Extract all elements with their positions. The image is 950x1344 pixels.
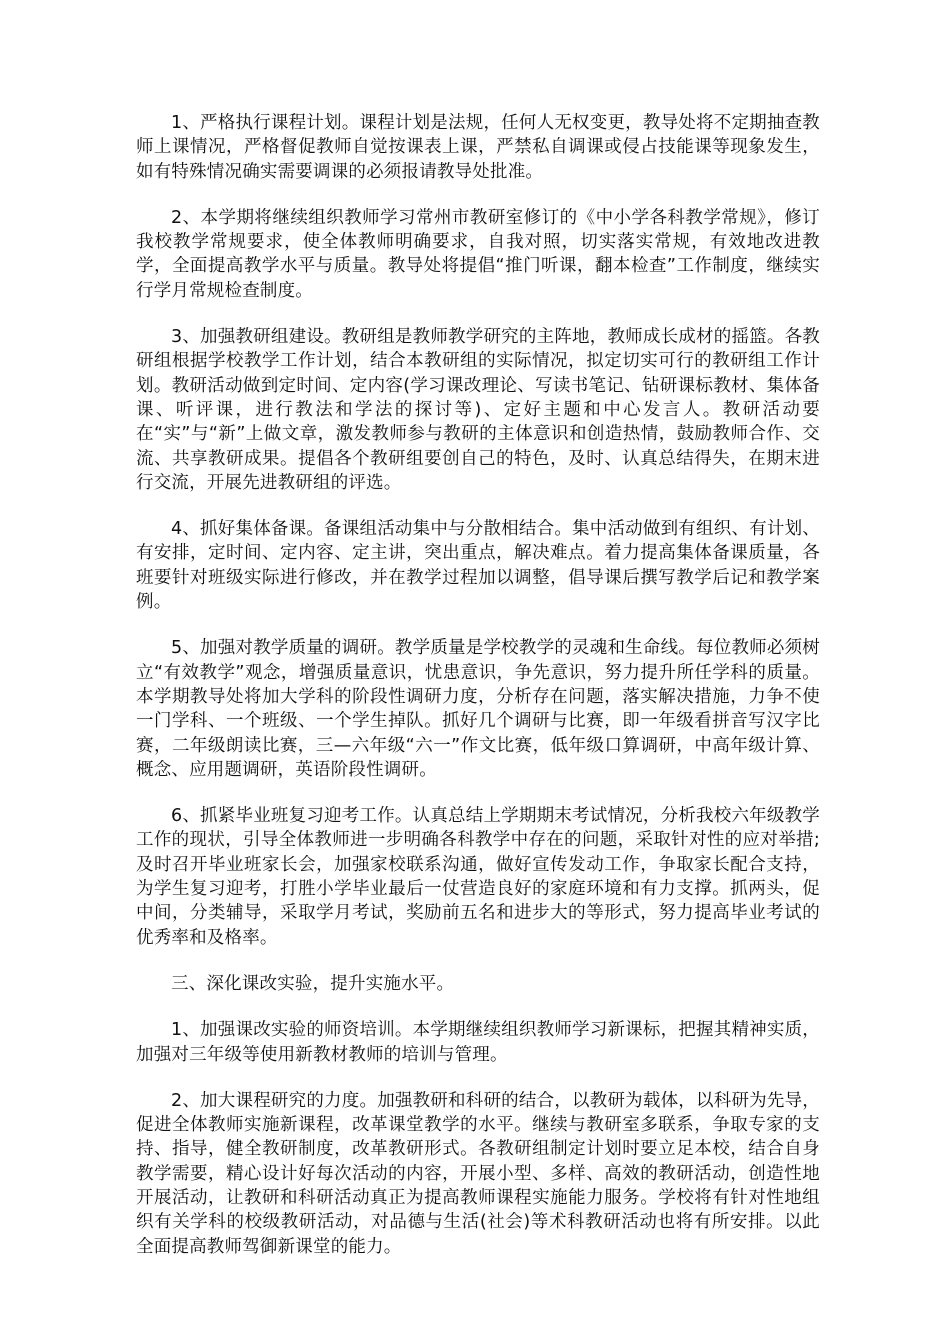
paragraph-4: 4、抓好集体备课。备课组活动集中与分散相结合。集中活动做到有组织、有计划、有安排，定时间、定内容、定主讲，突出重点，解决难点。着力提高集体备课质量，各班要针对班级实际进行修改，并在教学过程加以调整，倡导课后撰写教学后记和教学案例。 bbox=[136, 519, 820, 613]
paragraph-7: 1、加强课改实验的师资培训。本学期继续组织教师学习新课标，把握其精神实质，加强对三年级等使用新教材教师的培训与管理。 bbox=[136, 1020, 820, 1065]
paragraph-3: 3、加强教研组建设。教研组是教师教学研究的主阵地，教师成长成材的摇篮。各教研组根据学校教学工作计划，结合本教研组的实际情况，拟定切实可行的教研组工作计划。教研活动做到定时间、定内容(学习课改理论、写读书笔记、钻研课标教材、集体备课、听评课，进行教法和学法的探讨等)、定好主题和中心发言人。教研活动要在“实”与“新”上做文章，激发教师参与教研的主体意识和创造热情，鼓励教师合作、交流、共享教研成果。提倡各个教研组要创自己的特色，及时、认真总结得失，在期末进行交流，开展先进教研组的评选。 bbox=[136, 327, 820, 493]
paragraph-1: 1、严格执行课程计划。课程计划是法规，任何人无权变更，教导处将不定期抽查教师上课情况，严格督促教师自觉按课表上课，严禁私自调课或侵占技能课等现象发生，如有特殊情况确实需要调课的必须报请教导处批准。 bbox=[136, 113, 820, 182]
document-body bbox=[136, 111, 820, 1281]
paragraph-6: 6、抓紧毕业班复习迎考工作。认真总结上学期期末考试情况，分析我校六年级教学工作的现状，引导全体教师进一步明确各科教学中存在的问题，采取针对性的应对举措;及时召开毕业班家长会，加强家校联系沟通，做好宣传发动工作，争取家长配合支持，为学生复习迎考，打胜小学毕业最后一仗营造良好的家庭环境和有力支撑。抓两头，促中间，分类辅导，采取学月考试，奖励前五名和进步大的等形式，努力提高毕业考试的优秀率和及格率。 bbox=[136, 806, 820, 948]
section-heading: 三、深化课改实验，提升实施水平。 bbox=[171, 973, 455, 994]
paragraph-8: 2、加大课程研究的力度。加强教研和科研的结合，以教研为载体，以科研为先导，促进全体教师实施新课程，改革课堂教学的水平。继续与教研室多联系，争取专家的支持、指导，健全教研制度，改革教研形式。各教研组制定计划时要立足本校，结合自身教学需要，精心设计好每次活动的内容，开展小型、多样、高效的教研活动，创造性地开展活动，让教研和科研活动真正为提高教师课程实施能力服务。学校将有针对性地组织有关学科的校级教研活动，对品德与生活(社会)等术科教研活动也将有所安排。以此全面提高教师驾御新课堂的能力。 bbox=[136, 1090, 820, 1257]
paragraph-5: 5、加强对教学质量的调研。教学质量是学校教学的灵魂和生命线。每位教师必须树立“有效教学”观念，增强质量意识，忧患意识，争先意识，努力提升所任学科的质量。本学期教导处将加大学科的阶段性调研力度，分析存在问题，落实解决措施，力争不使一门学科、一个班级、一个学生掉队。抓好几个调研与比赛，即一年级看拼音写汉字比赛，二年级朗读比赛，三—六年级“六一”作文比赛，低年级口算调研，中高年级计算、概念、应用题调研，英语阶段性调研。 bbox=[136, 638, 820, 780]
paragraph-2: 2、本学期将继续组织教师学习常州市教研室修订的《中小学各科教学常规》，修订我校教学常规要求，使全体教师明确要求，自我对照，切实落实常规，有效地改进教学，全面提高教学水平与质量。教导处将提倡“推门听课，翻本检查”工作制度，继续实行学月常规检查制度。 bbox=[136, 207, 820, 301]
